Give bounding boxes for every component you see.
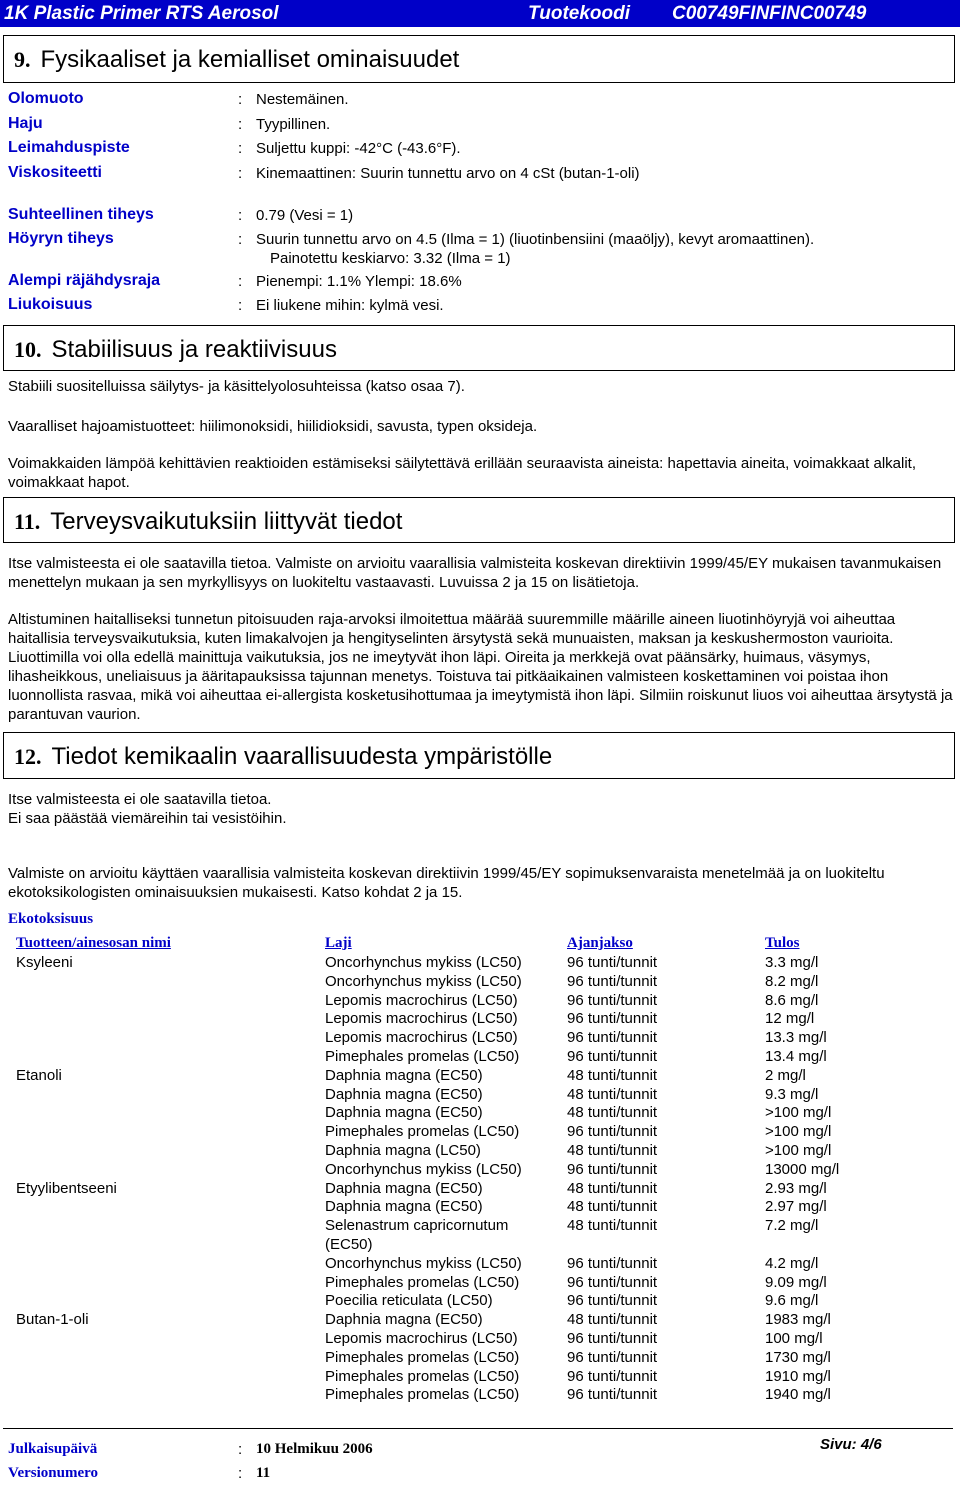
species: Oncorhynchus mykiss (LC50) [325, 1255, 522, 1272]
exposure-period: 96 tunti/tunnit [567, 1368, 658, 1385]
species: Pimephales promelas (LC50) [325, 1274, 520, 1291]
result: 8.6 mg/l [765, 992, 819, 1009]
column-header: Tuotteen/ainesosan nimi [16, 935, 171, 951]
exposure-period: 48 tunti/tunnit [567, 1198, 658, 1215]
exposure-period: 96 tunti/tunnit [567, 1330, 658, 1347]
result: 100 mg/l [765, 1330, 823, 1347]
exposure-period: 96 tunti/tunnit [567, 973, 658, 990]
species: Pimephales promelas (LC50) [325, 1349, 520, 1366]
section-title: Terveysvaikutuksiin liittyvät tiedot [50, 508, 403, 535]
species: Oncorhynchus mykiss (LC50) [325, 954, 522, 971]
result: 2.93 mg/l [765, 1180, 827, 1197]
exposure-period: 48 tunti/tunnit [567, 1104, 658, 1121]
product-name: 1K Plastic Primer RTS Aerosol [4, 3, 279, 24]
section-title: Tiedot kemikaalin vaarallisuudesta ympäristölle [51, 743, 553, 770]
result: 2.97 mg/l [765, 1198, 827, 1215]
species: Oncorhynchus mykiss (LC50) [325, 973, 522, 990]
paragraph: Stabiili suositelluissa säilytys- ja käsittelyolosuhteissa (katso osaa 7). [8, 378, 465, 395]
species: Pimephales promelas (LC50) [325, 1123, 520, 1140]
exposure-period: 48 tunti/tunnit [567, 1086, 658, 1103]
species: Lepomis macrochirus (LC50) [325, 1010, 518, 1027]
paragraph: Altistuminen haitalliseksi tunnetun pitoisuuden raja-arvoksi ilmoitettua määrää suuremmille määrille aineen liuotinhöyryjä voi aiheuttaa haitallisia terveysvaikutuksia, kuten limakalvojen ja hengityselinten ärsytystä sekä munuaisten, maksan ja keskushermoston vaurioita. Liuottimilla voi olla edellä mainittuja vaikutuksia, jos ne imeytyvät ihon läpi. Oireita ja merkkejä ovat päänsärky, huimaus, väsymys, lihasheikkous, uneliaisuus ja ääritapauksissa tajunnan menetys. Toistuva tai pitkäaikainen valmisteen koskettaminen voi poistaa ihon luonnollista rasvaa, mikä voi aiheuttaa ei-allergista kosketusihottumaa ja imeytymistä ihon läpi. Silmiin roiskunut liuos voi aiheuttaa ärsytystä ja parantuvan vaurion. [8, 611, 953, 723]
exposure-period: 48 tunti/tunnit [567, 1217, 658, 1234]
result: 9.3 mg/l [765, 1086, 819, 1103]
species: Lepomis macrochirus (LC50) [325, 1029, 518, 1046]
species: Daphnia magna (EC50) [325, 1067, 483, 1084]
result: 1730 mg/l [765, 1349, 831, 1366]
paragraph: Itse valmisteesta ei ole saatavilla tietoa. Valmiste on arvioitu vaarallisia valmisteita koskevan direktiivin 1999/45/EY mukaisen tavanmukaisen menettelyn mukaan ja sen myrkyllisyys on luokiteltu vastaavasti. Luvuissa 2 ja 15 on lisätietoja. [8, 555, 942, 591]
section-9-heading [3, 35, 955, 83]
prop-value: Tyypillinen. [256, 116, 331, 133]
section-number: 9. [14, 47, 31, 72]
species: Poecilia reticulata (LC50) [325, 1292, 493, 1309]
exposure-period: 96 tunti/tunnit [567, 992, 658, 1009]
paragraph: Ei saa päästää viemäreihin tai vesistöihin. [8, 810, 287, 827]
exposure-period: 96 tunti/tunnit [567, 1048, 658, 1065]
species: (EC50) [325, 1236, 373, 1253]
substance-name: Etyylibentseeni [16, 1180, 117, 1197]
product-code-label: Tuotekoodi [528, 3, 631, 24]
species: Daphnia magna (EC50) [325, 1198, 483, 1215]
result: 1983 mg/l [765, 1311, 831, 1328]
prop-label: Höyryn tiheys [8, 230, 114, 247]
result: 9.09 mg/l [765, 1274, 827, 1291]
result: >100 mg/l [765, 1142, 832, 1159]
species: Daphnia magna (EC50) [325, 1086, 483, 1103]
species: Oncorhynchus mykiss (LC50) [325, 1161, 522, 1178]
exposure-period: 96 tunti/tunnit [567, 954, 658, 971]
species: Daphnia magna (EC50) [325, 1311, 483, 1328]
section-number: 10. [14, 337, 42, 362]
section-number: 12. [14, 744, 42, 769]
paragraph: Vaaralliset hajoamistuotteet: hiilimonoksidi, hiilidioksidi, savusta, typen oksideja. [8, 418, 538, 435]
version-number: 11 [256, 1465, 271, 1481]
species: Pimephales promelas (LC50) [325, 1386, 520, 1403]
exposure-period: 96 tunti/tunnit [567, 1255, 658, 1272]
column-header: Ajanjakso [567, 935, 633, 951]
issue-date: 10 Helmikuu 2006 [256, 1441, 373, 1457]
species: Pimephales promelas (LC50) [325, 1048, 520, 1065]
exposure-period: 96 tunti/tunnit [567, 1029, 658, 1046]
exposure-period: 96 tunti/tunnit [567, 1161, 658, 1178]
result: 13.3 mg/l [765, 1029, 827, 1046]
prop-value: Nestemäinen. [256, 91, 349, 108]
section-11-heading [3, 497, 955, 543]
result: >100 mg/l [765, 1123, 832, 1140]
species: Pimephales promelas (LC50) [325, 1368, 520, 1385]
prop-value: Kinemaattinen: Suurin tunnettu arvo on 4 cSt (butan-1-oli) [256, 165, 640, 182]
result: 4.2 mg/l [765, 1255, 819, 1272]
exposure-period: 96 tunti/tunnit [567, 1292, 658, 1309]
prop-label: Haju [8, 115, 43, 132]
exposure-period: 96 tunti/tunnit [567, 1123, 658, 1140]
substance-name: Etanoli [16, 1067, 62, 1084]
result: 3.3 mg/l [765, 954, 819, 971]
paragraph: Valmiste on arvioitu käyttäen vaarallisia valmisteita koskevan direktiivin 1999/45/EY sopimuksenvaraista menetelmää ja on luokiteltu ekotoksikologisten ominaisuuksien mukaisesti. Katso kohdat 2 ja 15. [8, 865, 885, 901]
substance-name: Ksyleeni [16, 954, 73, 971]
prop-label: Olomuoto [8, 90, 84, 107]
result: 9.6 mg/l [765, 1292, 819, 1309]
substance-name: Butan-1-oli [16, 1311, 89, 1328]
result: 12 mg/l [765, 1010, 815, 1027]
species: Lepomis macrochirus (LC50) [325, 1330, 518, 1347]
prop-label: Viskositeetti [8, 164, 102, 181]
version-label: Versionumero [8, 1465, 98, 1481]
prop-label: Alempi räjähdysraja [8, 272, 161, 289]
issue-date-label: Julkaisupäivä [8, 1441, 98, 1457]
paragraph: Voimakkaiden lämpöä kehittävien reaktioiden estämiseksi säilytettävä erillään seuraavista aineista: hapettavia aineita, voimakkaat alkalit, voimakkaat hapot. [8, 455, 916, 491]
prop-value: Suljettu kuppi: -42°C (-43.6°F). [256, 140, 461, 157]
column-header: Tulos [765, 935, 800, 951]
ecotoxicity-heading: Ekotoksisuus [8, 911, 94, 927]
result: 7.2 mg/l [765, 1217, 819, 1234]
exposure-period: 96 tunti/tunnit [567, 1386, 658, 1403]
section-10-heading [3, 325, 955, 371]
species: Lepomis macrochirus (LC50) [325, 992, 518, 1009]
section-12-heading [3, 732, 955, 779]
result: 1940 mg/l [765, 1386, 831, 1403]
column-header: Laji [325, 935, 352, 951]
prop-value: Suurin tunnettu arvo on 4.5 (Ilma = 1) (liuotinbensiini (maaöljy), kevyt aromaattinen). [256, 231, 815, 248]
result: 2 mg/l [765, 1067, 806, 1084]
paragraph: Itse valmisteesta ei ole saatavilla tietoa. [8, 791, 272, 808]
prop-label: Suhteellinen tiheys [8, 206, 154, 223]
prop-value: Pienempi: 1.1% Ylempi: 18.6% [256, 273, 462, 290]
result: >100 mg/l [765, 1104, 832, 1121]
result: 1910 mg/l [765, 1368, 831, 1385]
exposure-period: 48 tunti/tunnit [567, 1180, 658, 1197]
product-code: C00749FINFINC00749 [672, 3, 867, 24]
prop-label: Leimahduspiste [8, 139, 130, 156]
prop-value-secondary: Painotettu keskiarvo: 3.32 (Ilma = 1) [270, 250, 511, 267]
section-title: Fysikaaliset ja kemialliset ominaisuudet [40, 46, 460, 73]
exposure-period: 96 tunti/tunnit [567, 1349, 658, 1366]
result: 8.2 mg/l [765, 973, 819, 990]
result: 13.4 mg/l [765, 1048, 827, 1065]
section-title: Stabiilisuus ja reaktiivisuus [51, 336, 337, 363]
page-number: Sivu: 4/6 [820, 1436, 882, 1453]
result: 13000 mg/l [765, 1161, 840, 1178]
prop-label: Liukoisuus [8, 296, 93, 313]
species: Daphnia magna (EC50) [325, 1180, 483, 1197]
species: Daphnia magna (LC50) [325, 1142, 481, 1159]
exposure-period: 96 tunti/tunnit [567, 1274, 658, 1291]
prop-value: Ei liukene mihin: kylmä vesi. [256, 297, 444, 314]
document-header [0, 0, 960, 27]
prop-value: 0.79 (Vesi = 1) [256, 207, 354, 224]
species: Selenastrum capricornutum [325, 1217, 509, 1234]
exposure-period: 48 tunti/tunnit [567, 1311, 658, 1328]
exposure-period: 48 tunti/tunnit [567, 1067, 658, 1084]
footer-rule [3, 1428, 953, 1429]
species: Daphnia magna (EC50) [325, 1104, 483, 1121]
exposure-period: 48 tunti/tunnit [567, 1142, 658, 1159]
section-number: 11. [14, 509, 41, 534]
exposure-period: 96 tunti/tunnit [567, 1010, 658, 1027]
